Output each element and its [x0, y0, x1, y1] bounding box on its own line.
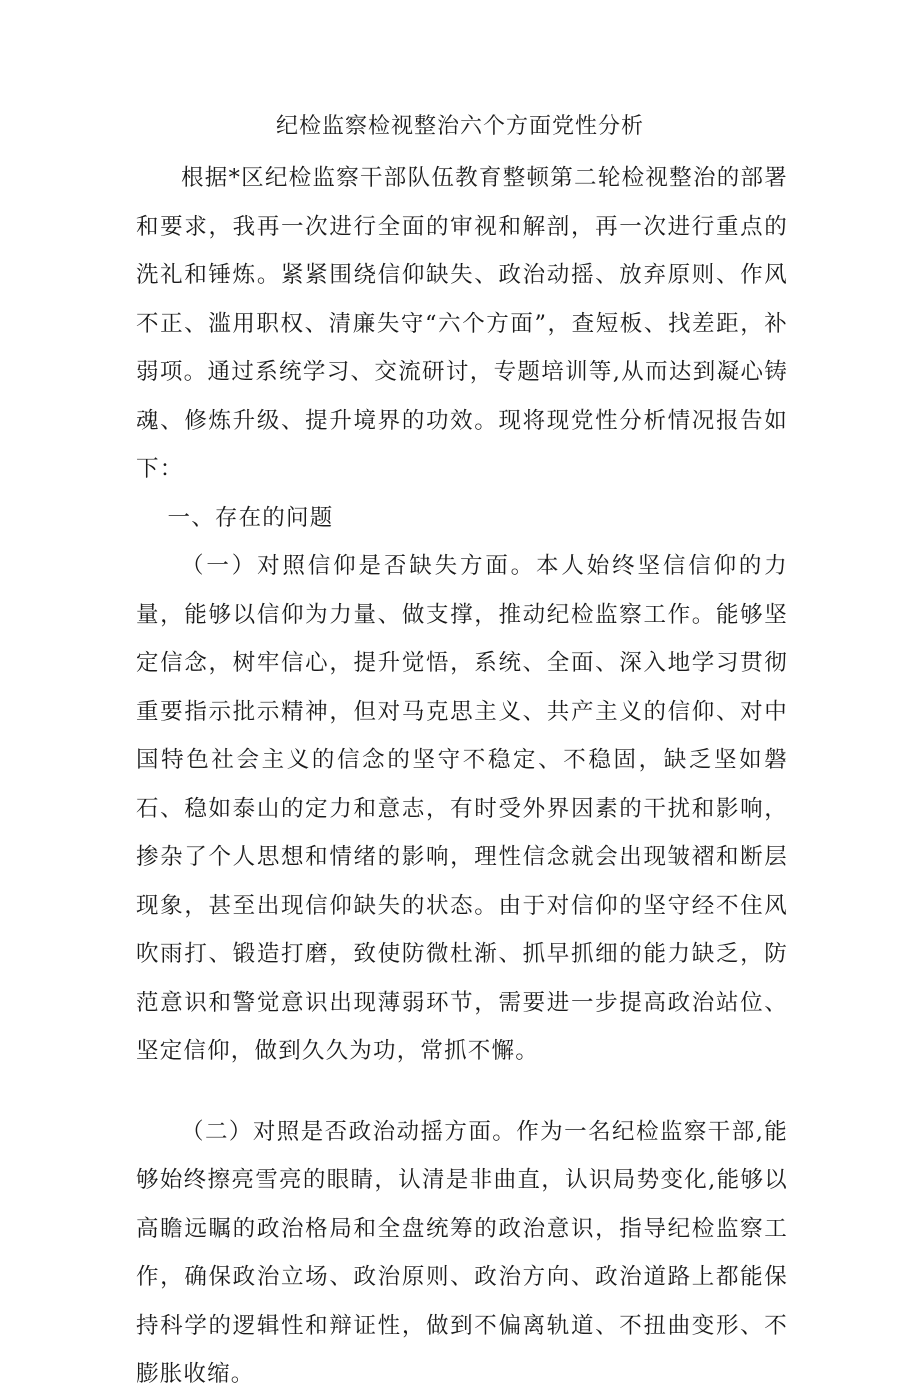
paragraph-politics: （二）对照是否政治动摇方面。作为一名纪检监察干部,能够始终擦亮雪亮的眼睛，认清是非曲直，认识局势变化,能够以高瞻远瞩的政治格局和全盘统筹的政治意识，指导纪检监察工作，确保政治立场、政治原则、政治方向、政治道路上都能保持科学的逻辑性和辩证性，做到不偏离轨道、不扭曲变形、不膨胀收缩。	[136, 1118, 788, 1387]
document-title: 纪检监察检视整治六个方面党性分析	[275, 114, 644, 139]
document-body	[136, 154, 788, 1399]
paragraph-gap	[136, 1076, 788, 1108]
paragraph-faith: （一）对照信仰是否缺失方面。本人始终坚信信仰的力量，能够以信仰为力量、做支撑，推动纪检监察工作。能够坚定信念，树牢信心，提升觉悟，系统、全面、深入地学习贯彻重要指示批示精神，但对马克思主义、共产主义的信仰、对中国特色社会主义的信念的坚守不稳定、不稳固，缺乏坚如磐石、稳如泰山的定力和意志，有时受外界因素的干扰和影响，掺杂了个人思想和情绪的影响，理性信念就会出现皱褶和断层现象，甚至出现信仰缺失的状态。由于对信仰的坚守经不住风吹雨打、锻造打磨，致使防微杜渐、抓早抓细的能力缺乏，防范意识和警觉意识出现薄弱环节，需要进一步提高政治站位、坚定信仰，做到久久为功，常抓不懈。	[136, 553, 788, 1064]
intro-paragraph: 根据*区纪检监察干部队伍教育整顿第二轮检视整治的部署和要求，我再一次进行全面的审视和解剖，再一次进行重点的洗礼和锤炼。紧紧围绕信仰缺失、政治动摇、放弃原则、作风不正、滥用职权、清廉失守“六个方面”，查短板、找差距，补弱项。通过系统学习、交流研讨，专题培训等,从而达到凝心铸魂、修炼升级、提升境界的功效。现将现党性分析情况报告如下：	[136, 165, 788, 482]
section-heading-problems: 一、存在的问题	[167, 504, 334, 531]
